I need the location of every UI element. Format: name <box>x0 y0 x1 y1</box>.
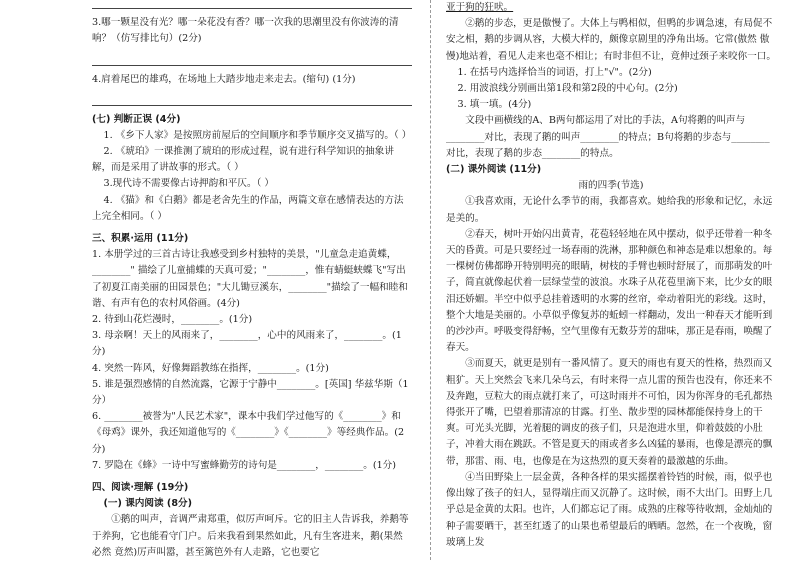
answer-line <box>92 0 412 9</box>
in-class-reading-title: (一) 课内阅读 (8分) <box>103 498 192 510</box>
fill-item-3: 3. 母亲啊！天上的风雨来了，________，心中的风雨来了，________。(1分) <box>92 330 402 358</box>
reading-q2: 2. 用波浪线分别画出第1段和第2段的中心句。(2分) <box>457 83 678 95</box>
judge-item-2: 2. 《琥珀》一课推测了琥珀的形成过程，说有进行科学知识的抽象讲解，而是采用了讲故事的形式。（ ） <box>92 146 394 174</box>
answer-line <box>92 57 412 66</box>
article-paragraph-4: ④当田野染上一层金黄，各种各样的果实摇摆着铃铛的时候，雨，似乎也像出嫁了孩子的妇人，显得端庄而又沉静了。这时候，雨不大出门。田野上几乎总是金黄的太阳。也许，人们都忘记了雨。成熟的庄稼等待收割，金灿灿的种子需要晒干，甚至红透了的山果也希望最后的晒晒。忽然，在一个夜晚，窗玻璃上发 <box>446 471 773 548</box>
article-title: 雨的四季(节选) <box>578 180 644 192</box>
extra-reading-title: (二) 课外阅读 (11分) <box>446 164 542 176</box>
q4-shorten: 4.肩着尾巴的雄鸡，在场地上大踏步地走来走去。(缩句) (1分) <box>92 74 356 86</box>
reading-q1: 1. 在括号内选择恰当的词语，打上"√"。(2分) <box>457 66 652 78</box>
judge-item-4: 4. 《猫》和《白鹅》都是老舍先生的作品，两篇文章在感情表达的方法上完全相同。（ ） <box>92 194 404 222</box>
article-paragraph-1: ①我喜欢雨，无论什么季节的雨，我都喜欢。她给我的形象和记忆，永远是美的。 <box>446 196 773 224</box>
fill-item-4: 4. 突然一阵风，好像舞蹈教练在指挥，________。(1分) <box>92 362 329 374</box>
fill-item-2: 2. 待到山花烂漫时，________。(1分) <box>92 314 253 326</box>
reading-q3: 3. 填一填。(4分) <box>457 99 532 111</box>
fill-item-6: 6. ________被誉为"人民艺术家"，课本中我们学过他写的《________》和《母鸡》课外，我还知道他写的《________》《________》等经典作品。(2分) <box>92 411 405 455</box>
section-4-title: 四、阅读·理解 (19分) <box>92 482 189 494</box>
reading-q3-text: 文段中画横线的A、B两句都运用了对比的手法，A句将鹅的叫声与________对比，表现了鹅的叫声________的特点；B句将鹅的步态与________对比，表现了鹅的步态________的特点。 <box>446 115 770 159</box>
reading-passage: ①鹅的叫声，音调严肃郑重，似厉声呵斥。它的旧主人告诉我，养鹅等于养狗，它也能看守门户。后来我看到果然如此，凡有生客进来，鹅(果然 必然 竟然)厉声叫嚣，甚至篱笆外有人走路，它也要它 <box>92 514 409 558</box>
article-paragraph-3: ③而夏天，就更是别有一番风情了。夏天的雨也有夏天的性格，热烈而又粗犷。天上突然会飞来几朵乌云，有时来得一点儿雷的预告也没有，你还来不及奔跑，豆粒大的雨点就打来了，可这时雨并不可怕，因为你浑身的毛孔都热得张开了嘴，巴望着那清凉的甘露。打坐、散步型的园林都能保持身上的干爽。可光头光脚，光着腿的调皮的孩子们，只是泡进水里，仰着鼓鼓的小肚子，冲着大雨在跳跃。不管是夏天的雨或者多么凶猛的暴雨，也像是漂亮的飘带，那雷、雨、电，也像是在为这热烈的夏天奏着的最激越的乐曲。 <box>446 358 773 467</box>
column-divider <box>430 0 431 560</box>
fill-item-5: 5. 谁是强烈感情的自然流露，它源于宁静中________。[英国] 华兹华斯（1分） <box>92 378 409 407</box>
passage-continuation: 亚于狗的狂吠。 <box>446 2 514 13</box>
passage-paragraph-2: ②鹅的步态，更是傲慢了。大体上与鸭相似，但鸭的步调急速，有局促不安之相，鹅的步调从容，大模大样的，颇像京剧里的净角出场。它常(傲然 傲慢)地站着，看见人走来也毫不相让；有时非但不让，竟伸过颈子来咬你一口。 <box>446 18 776 62</box>
section-3-title: 三、积累·运用 (11分) <box>92 233 189 245</box>
right-column <box>446 0 776 551</box>
left-column <box>92 0 412 561</box>
section-7-title: (七) 判断正误 (4分) <box>92 113 181 125</box>
q3-parallelism: 3.哪一颗星没有光？哪一朵花没有香？哪一次我的思潮里没有你波涛的清响？（仿写排比句）(2分) <box>92 17 399 45</box>
answer-line <box>92 97 412 106</box>
judge-item-1: 1. 《乡下人家》是按照房前屋后的空间顺序和季节顺序交叉描写的。（ ） <box>103 129 412 141</box>
fill-item-1: 1. 本册学过的三首古诗让我感受到乡村独特的美景，"儿童急走追黄蝶，________" 描绘了儿童捕蝶的天真可爱；"________，惟有蜻蜓蛱蝶飞"写出了初夏江南美丽的田园景色；"大儿锄豆溪东，________"描绘了一幅和睦和谐、有声有色的农村风俗画。(4分) <box>92 249 408 309</box>
fill-item-7: 7. 罗隐在《蜂》一诗中写蜜蜂勤劳的诗句是________，________。(1分) <box>92 459 397 471</box>
judge-item-3: 3.现代诗不需要像古诗押韵和平仄。（ ） <box>103 178 275 190</box>
article-paragraph-2: ②春天，树叶开始闪出黄青，花苞轻轻地在风中摆动，似乎还带着一种冬天的昏黄。可是只要经过一场春雨的洗淋，那种颜色和神态是难以想象的。每一棵树仿佛都睁开特别明亮的眼睛，树枝的手臂也顿时舒展了，而那萌发的叶子，简直就像起伏着一层绿莹莹的波浪。水珠子从花苞里滴下来，比少女的眼泪还娇媚。半空中似乎总挂着透明的水雾的丝帘，牵动着阳光的彩线。这时，整个大地是美丽的。小草似乎像复苏的蚯蚓一样翻动，发出一种春天才能听到的沙沙声。呼吸变得舒畅，空气里像有无数芬芳的甜味，那正是春雨，唤醒了春天。 <box>446 228 773 354</box>
